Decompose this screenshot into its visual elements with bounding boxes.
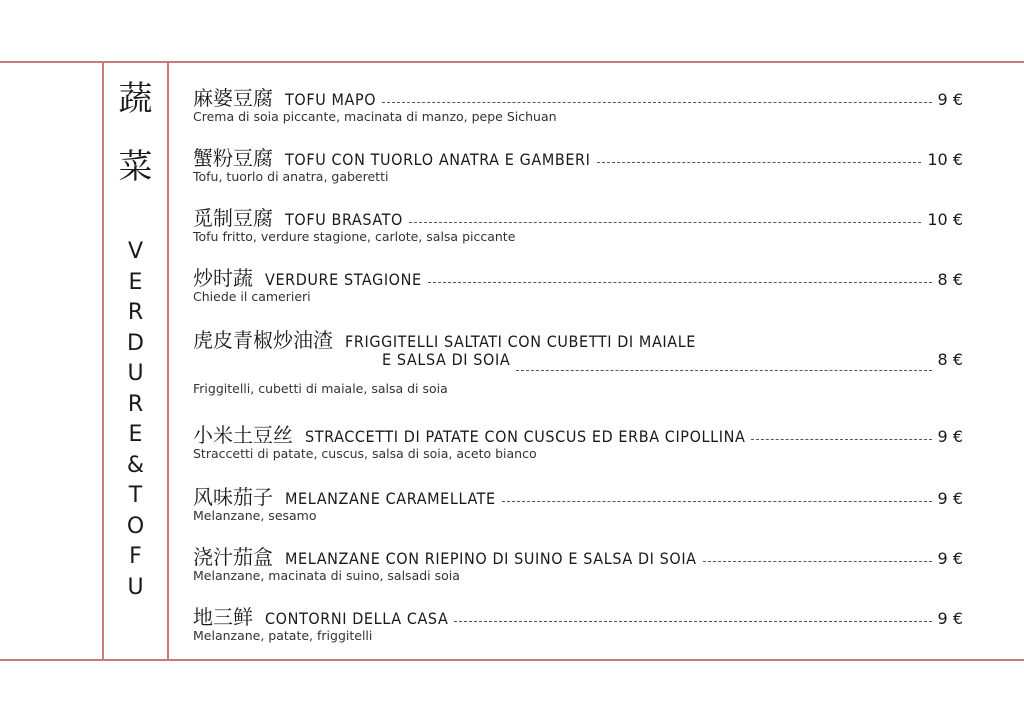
section-letter: U <box>127 361 144 386</box>
dish-name-cn: 炒时蔬 <box>193 266 253 290</box>
menu-item <box>193 419 963 461</box>
dish-description: Tofu fritto, verdure stagione, carlote, salsa piccante <box>193 229 516 244</box>
dish-description: Melanzane, macinata di suino, salsadi soia <box>193 568 460 583</box>
dish-name: TOFU MAPO <box>285 90 377 109</box>
dish-description: Melanzane, patate, friggitelli <box>193 628 373 643</box>
section-letter: F <box>129 544 142 569</box>
dish-name-cn: 风味茄子 <box>193 485 273 509</box>
dish-description: Melanzane, sesamo <box>193 508 317 523</box>
dish-name-cn: 觅制豆腐 <box>193 206 273 230</box>
dish-name-cn: 地三鲜 <box>193 605 253 629</box>
section-title-vertical <box>104 237 167 603</box>
menu-item <box>193 324 963 396</box>
section-letter: V <box>127 239 144 264</box>
menu-list <box>193 0 963 723</box>
menu-item <box>193 601 963 643</box>
dot-leader <box>382 101 931 103</box>
dish-description: Crema di soia piccante, macinata di manzo, pepe Sichuan <box>193 109 557 124</box>
dish-price: 8 € <box>937 270 963 289</box>
dot-leader <box>409 221 921 223</box>
dish-name: CONTORNI DELLA CASA <box>265 609 449 628</box>
dish-price: 9 € <box>937 427 963 446</box>
dot-leader <box>751 438 931 440</box>
dish-price: 9 € <box>937 549 963 568</box>
dish-description: Chiede il camerieri <box>193 289 311 304</box>
dot-leader <box>703 560 932 562</box>
menu-item <box>193 82 963 124</box>
section-title-cn-1: 蔬 <box>118 79 153 119</box>
dish-name-cn: 浇汁茄盒 <box>193 545 273 569</box>
menu-item <box>193 262 963 304</box>
dish-name: FRIGGITELLI SALTATI CON CUBETTI DI MAIALE <box>345 332 696 351</box>
dish-price: 10 € <box>927 210 963 229</box>
dish-price: 8 € <box>937 350 963 369</box>
dot-leader <box>454 620 931 622</box>
menu-item <box>193 481 963 523</box>
dish-description: Tofu, tuorlo di anatra, gaberetti <box>193 169 389 184</box>
dish-name-cn: 蟹粉豆腐 <box>193 146 273 170</box>
dish-name: TOFU BRASATO <box>285 210 403 229</box>
dish-name-line-2: E SALSA DI SOIA <box>382 350 511 369</box>
dot-leader <box>597 161 922 163</box>
section-sidebar <box>104 62 167 660</box>
menu-item <box>193 202 963 244</box>
section-letter: U <box>127 574 144 600</box>
dish-name: MELANZANE CARAMELLATE <box>285 489 496 508</box>
dish-name-cn: 麻婆豆腐 <box>193 86 273 110</box>
section-letter: R <box>127 391 144 417</box>
dot-leader <box>428 281 932 283</box>
section-letter: E <box>128 422 143 447</box>
dish-description: Straccetti di patate, cuscus, salsa di soia, aceto bianco <box>193 446 537 461</box>
dish-price: 9 € <box>937 90 963 109</box>
dish-description: Friggitelli, cubetti di maiale, salsa di soia <box>193 381 448 396</box>
menu-item <box>193 541 963 583</box>
section-letter: E <box>128 269 143 295</box>
section-letter: & <box>126 452 145 478</box>
dish-name: STRACCETTI DI PATATE CON CUSCUS ED ERBA CIPOLLINA <box>305 427 746 446</box>
section-letter: T <box>128 483 143 508</box>
section-title-cn-2: 菜 <box>118 147 153 187</box>
section-letter: R <box>127 300 144 325</box>
dish-name: TOFU CON TUORLO ANATRA E GAMBERI <box>285 150 591 169</box>
dish-name-cn: 小米土豆丝 <box>193 423 293 447</box>
dish-price: 9 € <box>937 609 963 628</box>
dish-name: MELANZANE CON RIEPINO DI SUINO E SALSA DI SOIA <box>285 549 697 568</box>
menu-item <box>193 142 963 184</box>
dish-price: 10 € <box>927 150 963 169</box>
dot-leader <box>502 500 932 502</box>
right-vertical-rule <box>167 62 169 660</box>
section-letter: D <box>127 330 144 356</box>
dot-leader <box>516 369 931 371</box>
dish-name-cn: 虎皮青椒炒油渣 <box>193 328 333 352</box>
dish-name: VERDURE STAGIONE <box>265 270 422 289</box>
section-letter: O <box>126 513 145 539</box>
dish-price: 9 € <box>937 489 963 508</box>
